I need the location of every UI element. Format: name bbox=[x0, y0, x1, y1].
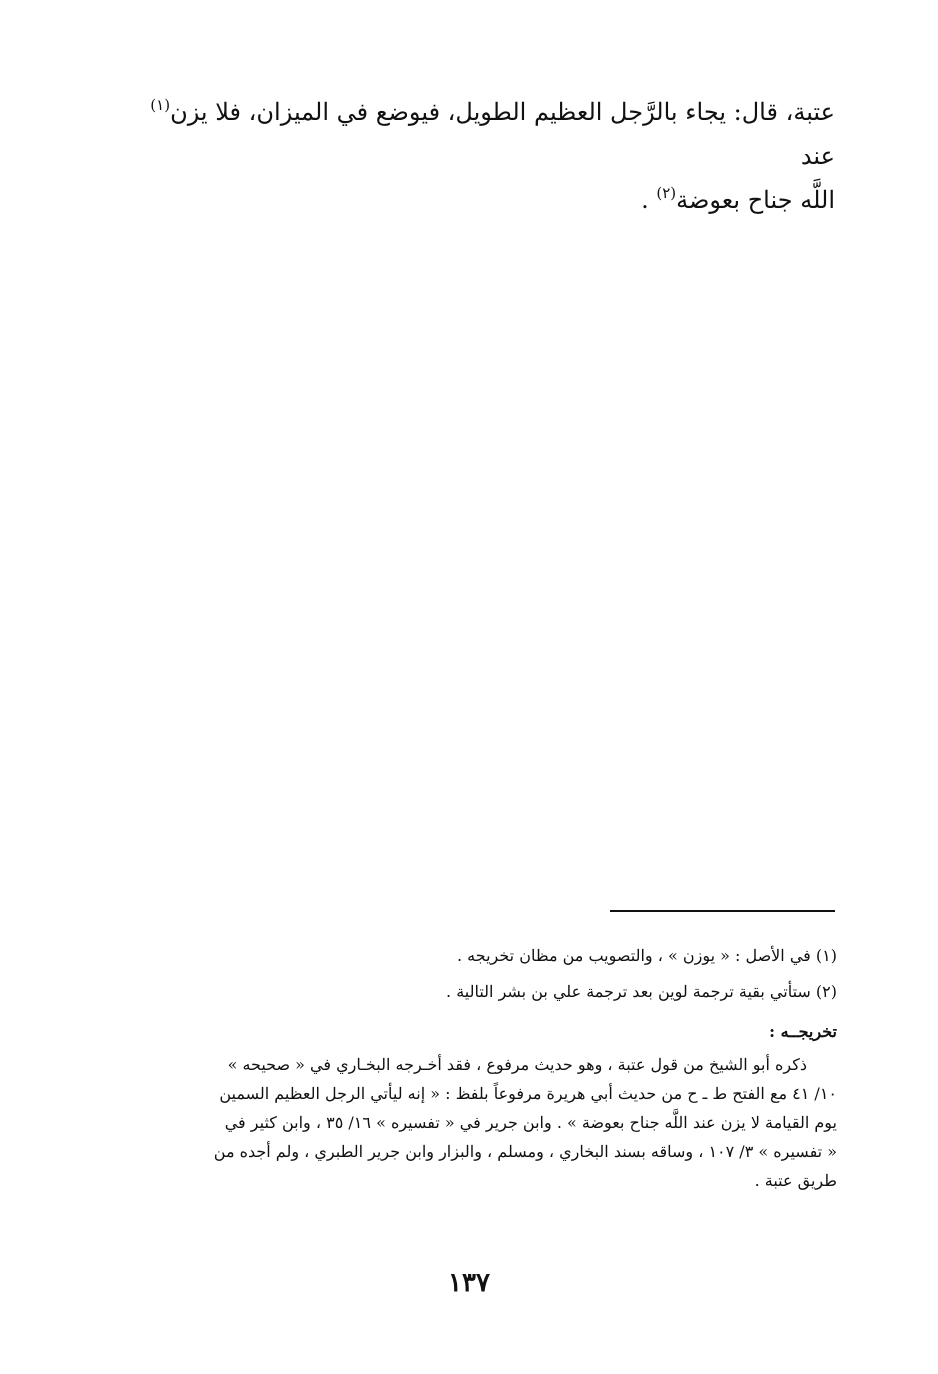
main-text bbox=[125, 90, 835, 222]
takhrij-line: « تفسيره » ٣/ ١٠٧ ، وساقه بسند البخاري ، ومسلم ، والبزار وابن جرير الطبري ، ولم أجده من bbox=[213, 1142, 837, 1161]
takhrij-heading: تخريجــه : bbox=[769, 1022, 837, 1041]
main-text-segment: . bbox=[641, 186, 657, 214]
main-text-segment: عتبة، قال: يجاء بالرَّجل العظيم الطويل، فيوضع في الميزان، فلا يزن bbox=[170, 98, 835, 126]
takhrij-line: طريق عتبة . bbox=[754, 1171, 837, 1190]
takhrij-line: يوم القيامة لا يزن عند اللَّه جناح بعوضة » . وابن جرير في « تفسيره » ١٦/ ٣٥ ، وابن كثير في bbox=[224, 1113, 837, 1132]
takhrij-section bbox=[125, 1018, 837, 1195]
footnote-reference: (٢) bbox=[656, 184, 677, 202]
takhrij-line: ذكره أبو الشيخ من قول عتبة ، وهو حديث مرفوع ، فقد أخـرجه البخـاري في « صحيحه » bbox=[227, 1055, 807, 1074]
main-text-segment: اللَّه جناح بعوضة bbox=[676, 186, 835, 214]
takhrij-body bbox=[125, 1050, 837, 1195]
main-text-line bbox=[125, 90, 835, 178]
footnote-item: (١) في الأصل : « يوزن » ، والتصويب من مظان تخريجه . bbox=[456, 946, 837, 965]
footnotes bbox=[125, 938, 837, 1010]
footnote-reference: (١) bbox=[150, 96, 171, 114]
main-text-line bbox=[125, 178, 835, 222]
takhrij-line: ١٠/ ٤١ مع الفتح ط ـ ح من حديث أبي هريرة مرفوعاً بلفظ : « إنه ليأتي الرجل العظيم السمين bbox=[219, 1084, 837, 1103]
main-text-segment: عند bbox=[800, 142, 835, 170]
page-number: ١٣٧ bbox=[448, 1268, 490, 1298]
footnote-item: (٢) ستأتي بقية ترجمة لوين بعد ترجمة علي بن بشر التالية . bbox=[446, 982, 837, 1001]
footnote-divider bbox=[610, 910, 835, 912]
